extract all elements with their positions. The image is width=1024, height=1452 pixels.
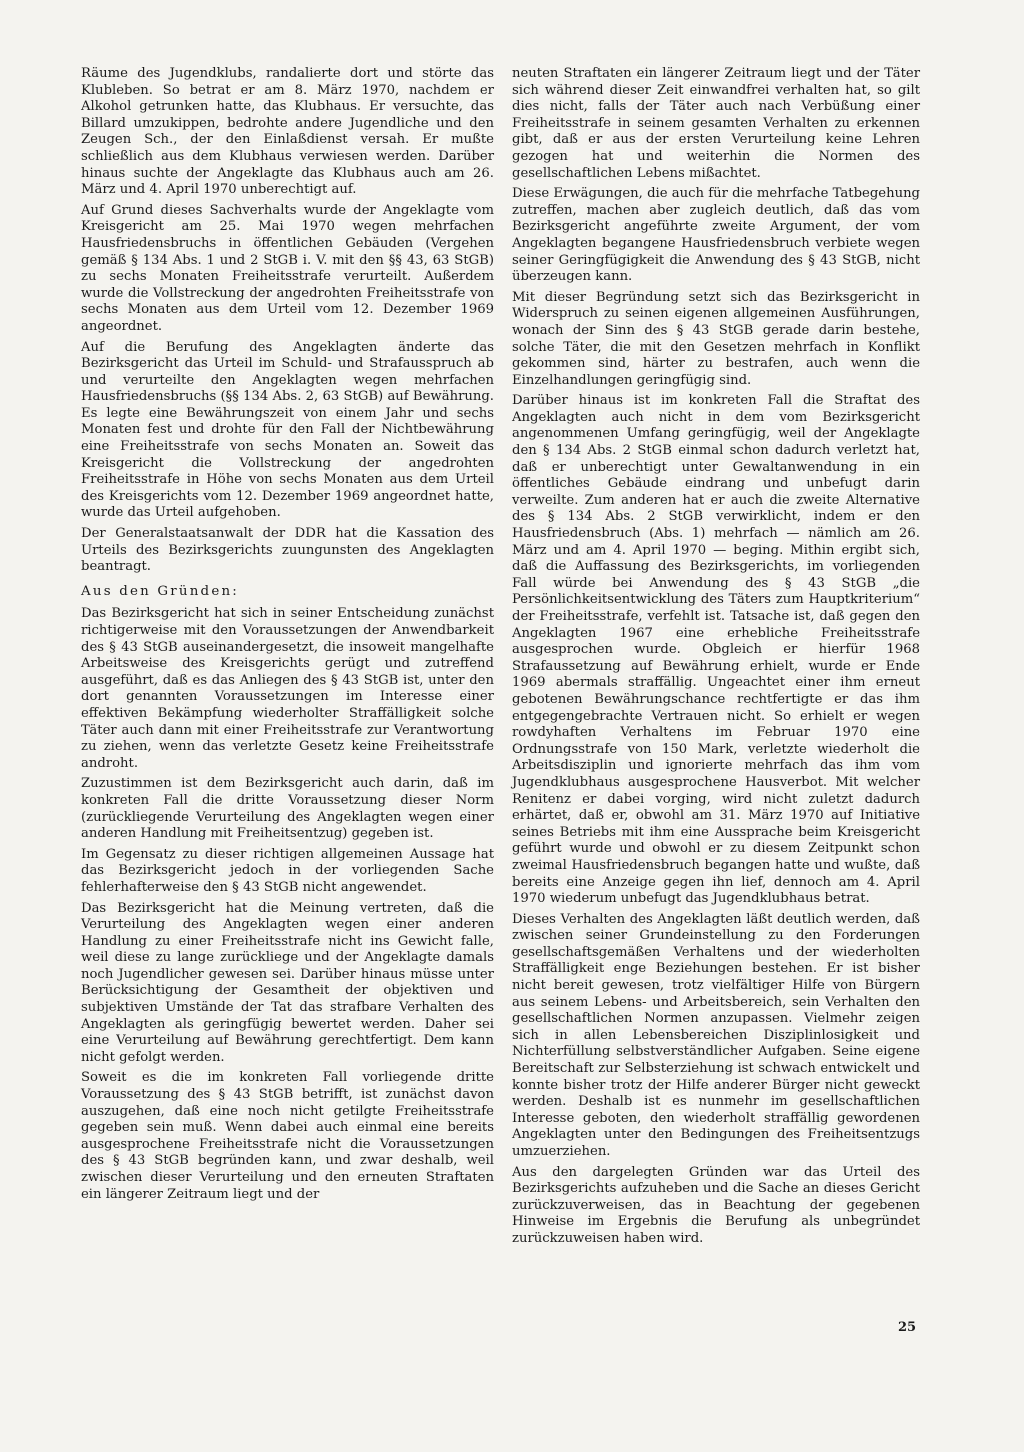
paragraph: Zuzustimmen ist dem Bezirksgericht auch darin, daß im konkreten Fall die dritte Voraussetzung dieser Norm (zurückliegende Verurteilung des Angeklagten wegen einer anderen Handlung mit Freiheitsentzug) gegeben ist. bbox=[81, 776, 494, 842]
paragraph: Aus den dargelegten Gründen war das Urteil des Bezirksgerichts aufzuheben und die Sache an dieses Gericht zurückzuverweisen, das in Beachtung der gegebenen Hinweise im Ergebnis die Berufung als unbegründet zurückzuweisen haben wird. bbox=[512, 1164, 920, 1246]
paragraph: neuten Straftaten ein längerer Zeitraum liegt und der Täter sich während dieser Zeit einwandfrei verhalten hat, so gilt dies nicht, falls der Täter auch nach Verbüßung einer Freiheitsstrafe in seinem gesamten Verhalten zu erkennen gibt, daß er aus der ersten Verurteilung keine Lehren gezogen hat und weiterhin die Normen des gesellschaftlichen Lebens mißachtet. bbox=[512, 66, 920, 181]
paragraph: Auf Grund dieses Sachverhalts wurde der Angeklagte vom Kreisgericht am 25. Mai 1970 wegen mehrfachen Hausfriedensbruchs in öffentlichen Gebäuden (Vergehen gemäß § 134 Abs. 1 und 2 StGB i. V. mit den §§ 43, 63 StGB) zu sechs Monaten Freiheitsstrafe verurteilt. Außerdem wurde die Vollstreckung der angedrohten Freiheitsstrafe von sechs Monaten aus dem Urteil vom 12. Dezember 1969 angeordnet. bbox=[81, 202, 494, 334]
paragraph: Räume des Jugendklubs, randalierte dort und störte das Klubleben. So betrat er am 8. März 1970, nachdem er Alkohol getrunken hatte, das Klubhaus. Er versuchte, das Billard umzukippen, bedrohte andere Jugendliche und den Zeugen Sch., der den Einlaßdienst versah. Er mußte schließlich aus dem Klubhaus verwiesen werden. Darüber hinaus suchte der Angeklagte das Klubhaus auch am 26. März und 4. April 1970 unberechtigt auf. bbox=[81, 66, 494, 198]
paragraph: Dieses Verhalten des Angeklagten läßt deutlich werden, daß zwischen seiner Grundeinstellung zu den Forderungen gesellschaftsgemäßen Verhaltens und der wiederholten Straffälligkeit enge Beziehungen bestehen. Er ist bisher nicht bereit gewesen, trotz vielfältiger Hilfe von Bürgern aus seinem Lebens- und Arbeitsbereich, sein Verhalten den gesellschaftlichen Normen anzupassen. Vielmehr zeigen sich in allen Lebensbereichen Disziplinlosigkeit und Nichterfüllung selbstverständlicher Aufgaben. Seine eigene Bereitschaft zur Selbsterziehung ist schwach entwickelt und konnte bisher trotz der Hilfe anderer Bürger nicht geweckt werden. Deshalb ist es nunmehr im gesellschaftlichen Interesse geboten, den wiederholt straffällig gewordenen Angeklagten unter den Bedingungen des Freiheitsentzugs umzuerziehen. bbox=[512, 911, 920, 1159]
paragraph: Darüber hinaus ist im konkreten Fall die Straftat des Angeklagten auch nicht in dem vom Bezirksgericht angenommenen Umfang geringfügig, weil der Angeklagte den § 134 Abs. 2 StGB einmal schon dadurch verletzt hat, daß er unberechtigt unter Gewaltanwendung in ein öffentliches Gebäude eindrang und unbefugt darin verweilte. Zum anderen hat er auch die zweite Alternative des § 134 Abs. 2 StGB verwirklicht, indem er den Hausfriedensbruch (Abs. 1) mehrfach — nämlich am 26. März und am 4. April 1970 — beging. Mithin ergibt sich, daß die Auffassung des Bezirksgerichts, im vorliegenden Fall würde bei Anwendung des § 43 StGB „die Persönlichkeitsentwicklung des Täters zum Hauptkriterium“ der Freiheitsstrafe, verfehlt ist. Tatsache ist, daß gegen den Angeklagten 1967 eine erhebliche Freiheitsstrafe ausgesprochen wurde. Obgleich er hierfür 1968 Strafaussetzung auf Bewährung erhielt, wurde er Ende 1969 abermals straffällig. Ungeachtet einer ihm erneut gebotenen Bewährungschance rechtfertigte er das ihm entgegengebrachte Vertrauen nicht. So erhielt er wegen rowdyhaften Verhaltens im Februar 1970 eine Ordnungsstrafe von 150 Mark, verletzte wiederholt die Arbeitsdisziplin und ignorierte mehrfach das ihm vom Jugendklubhaus ausgesprochene Hausverbot. Mit welcher Renitenz er dabei vorging, wird nicht zuletzt dadurch erhärtet, daß er, obwohl am 31. März 1970 auf Initiative seines Betriebs mit ihm eine Aussprache beim Kreisgericht geführt wurde und obwohl er zu diesem Zeitpunkt schon zweimal Hausfriedensbruch begangen hatte und wußte, daß bereits eine Anzeige gegen ihn lief, dennoch am 4. April 1970 wiederum unbefugt das Jugendklubhaus betrat. bbox=[512, 393, 920, 907]
section-heading: Aus den Gründen: bbox=[81, 583, 239, 599]
paragraph: Das Bezirksgericht hat sich in seiner Entscheidung zunächst richtigerweise mit den Voraussetzungen der Anwendbarkeit des § 43 StGB auseinandergesetzt, die insoweit mangelhafte Arbeitsweise des Kreisgerichts gerügt und zutreffend ausgeführt, daß es das Anliegen des § 43 StGB ist, unter den dort genannten Voraussetzungen im Interesse einer effektiven Bekämpfung wiederholter Straffälligkeit solche Täter auch dann mit einer Freiheitsstrafe zur Verantwortung zu ziehen, wenn das verletzte Gesetz keine Freiheitsstrafe androht. bbox=[81, 606, 494, 771]
paragraph: Im Gegensatz zu dieser richtigen allgemeinen Aussage hat das Bezirksgericht jedoch in der vorliegenden Sache fehlerhafterweise den § 43 StGB nicht angewendet. bbox=[81, 846, 494, 895]
page-number: 25 bbox=[898, 1320, 917, 1335]
paragraph: Mit dieser Begründung setzt sich das Bezirksgericht in Widerspruch zu seinen eigenen allgemeinen Ausführungen, wonach der Sinn des § 43 StGB gerade darin bestehe, solche Täter, die mit den Gesetzen mehrfach in Konflikt gekommen sind, härter zu bestrafen, auch wenn die Einzelhandlungen geringfügig sind. bbox=[512, 289, 920, 388]
left-column bbox=[81, 66, 494, 1207]
paragraph: Diese Erwägungen, die auch für die mehrfache Tatbegehung zutreffen, machen aber zugleich deutlich, daß das vom Bezirksgericht angeführte zweite Argument, der vom Angeklagten begangene Hausfriedensbruch verbiete wegen seiner Geringfügigkeit die Anwendung des § 43 StGB, nicht überzeugen kann. bbox=[512, 186, 920, 285]
paragraph: Der Generalstaatsanwalt der DDR hat die Kassation des Urteils des Bezirksgerichts zuungunsten des Angeklagten beantragt. bbox=[81, 526, 494, 575]
paragraph: Auf die Berufung des Angeklagten änderte das Bezirksgericht das Urteil im Schuld- und Strafausspruch ab und verurteilte den Angeklagten wegen mehrfachen Hausfriedensbruchs (§§ 134 Abs. 2, 63 StGB) auf Bewährung. Es legte eine Bewährungszeit von einem Jahr und sechs Monaten fest und drohte für den Fall der Nichtbewährung eine Freiheitsstrafe von sechs Monaten an. Soweit das Kreisgericht die Vollstreckung der angedrohten Freiheitsstrafe in Höhe von sechs Monaten aus dem Urteil des Kreisgerichts vom 12. Dezember 1969 angeordnet hatte, wurde das Urteil aufgehoben. bbox=[81, 339, 494, 521]
paragraph: Soweit es die im konkreten Fall vorliegende dritte Voraussetzung des § 43 StGB betrifft, ist zunächst davon auszugehen, daß eine noch nicht getilgte Freiheitsstrafe gegeben sein muß. Wenn dabei auch einmal eine bereits ausgesprochene Freiheitsstrafe nicht die Voraussetzungen des § 43 StGB begründen kann, und zwar deshalb, weil zwischen dieser Verurteilung und den erneuten Straftaten ein längerer Zeitraum liegt und der bbox=[81, 1070, 494, 1202]
right-column bbox=[512, 66, 920, 1252]
paragraph: Das Bezirksgericht hat die Meinung vertreten, daß die Verurteilung des Angeklagten wegen einer anderen Handlung zu einer Freiheitsstrafe nicht ins Gewicht falle, weil diese zu lange zurückliege und der Angeklagte damals noch Jugendlicher gewesen sei. Darüber hinaus müsse unter Berücksichtigung der Gesamtheit der objektiven und subjektiven Umstände der Tat das strafbare Verhalten des Angeklagten als geringfügig bewertet werden. Daher sei eine Verurteilung auf Bewährung gerechtfertigt. Dem kann nicht gefolgt werden. bbox=[81, 900, 494, 1065]
